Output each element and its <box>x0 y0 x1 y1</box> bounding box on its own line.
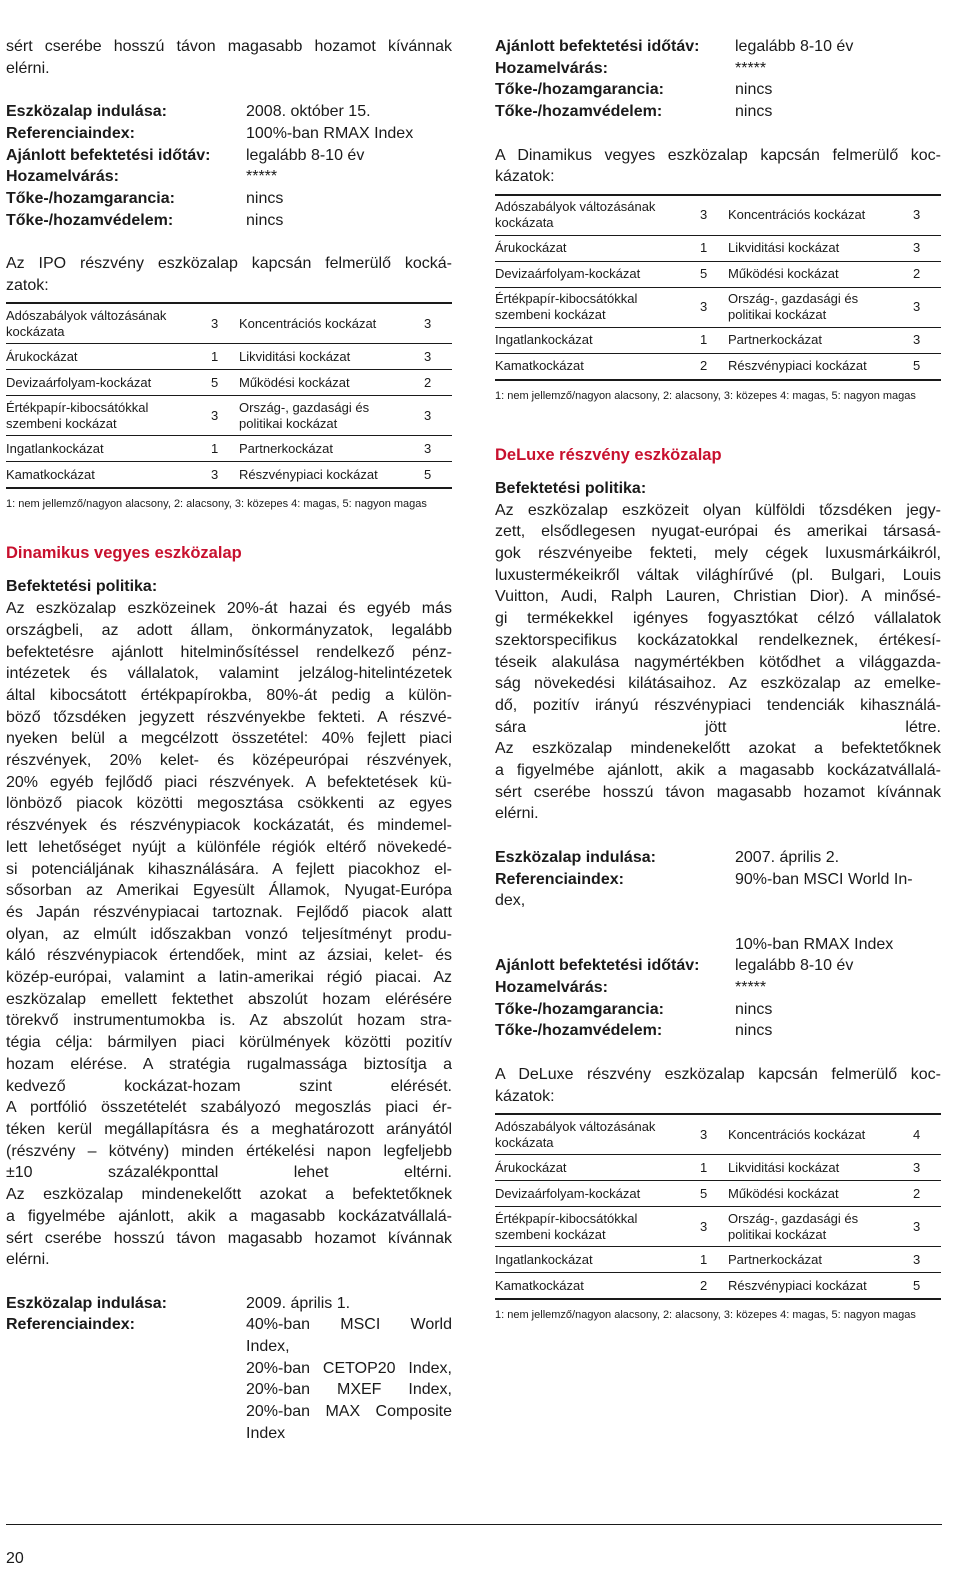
deluxe-policy-line: dő, pozitív irányú részvénypiaci tendenciák kihasználá- <box>495 696 941 714</box>
deluxe-start-label: Eszközalap indulása: <box>495 848 656 866</box>
dyn-policy-line: böző tőzsdéken jegyzett részvényekbe fekteti. A részvé- <box>6 708 452 726</box>
dyn-detail-label: Ajánlott befektetési időtáv: <box>495 38 700 55</box>
deluxe-ref-value-2: dex, <box>495 892 526 910</box>
risk-value: 5 <box>700 261 728 287</box>
risk-value: 3 <box>700 287 728 327</box>
deluxe-fund-details <box>495 955 941 1042</box>
risk-name: Értékpapír-kibocsátókkal szembeni kockázat <box>495 1207 700 1247</box>
deluxe-ref-label: Referenciaindex: <box>495 870 624 888</box>
risk-value: 1 <box>211 436 239 462</box>
dyn-risk-table <box>495 194 941 381</box>
dyn-policy-line: nyeken belül a megcélzott összetétel: 40% fejlett piaci <box>6 730 452 748</box>
intro-text <box>6 36 452 79</box>
risk-name: Árukockázat <box>495 1155 700 1181</box>
risk-row <box>495 195 941 236</box>
dyn-detail-row <box>495 58 941 80</box>
ipo-detail-label: Tőke-/hozamgarancia: <box>6 189 175 207</box>
deluxe-policy-line: zett, elsődlegesen nyugat-európai és amerikai társasá- <box>495 523 941 541</box>
dyn-detail-row <box>495 79 941 101</box>
risk-name: Adószabályok változásának kockázata <box>6 303 211 344</box>
risk-value: 2 <box>700 1273 728 1300</box>
ipo-fund-details <box>6 101 452 231</box>
dyn-policy-line: ±10 százalékponttal lehet eltérni. <box>6 1164 452 1182</box>
dyn-start-row <box>6 1293 452 1315</box>
deluxe-detail-value: nincs <box>735 1022 773 1040</box>
risk-name: Devizaárfolyam-kockázat <box>6 370 211 396</box>
risk-row <box>6 370 452 396</box>
dyn-policy-line: Az eszközalap eszközeinek 20%-át hazai és egyéb más <box>6 600 452 618</box>
deluxe-detail-row <box>495 1020 941 1042</box>
risk-value: 3 <box>913 1155 941 1181</box>
dyn-heading: Dinamikus vegyes eszközalap <box>6 544 242 563</box>
risk-name: Ország-, gazdasági és politikai kockázat <box>728 287 913 327</box>
risk-name: Partnerkockázat <box>728 1247 913 1273</box>
risk-value: 5 <box>700 1181 728 1207</box>
dyn-policy-line: kedvező kockázat-hozam szint elérését. <box>6 1077 452 1095</box>
ipo-detail-value: 2008. október 15. <box>246 103 371 121</box>
risk-value: 5 <box>913 353 941 380</box>
deluxe-detail-label: Tőke-/hozamvédelem: <box>495 1022 663 1040</box>
risk-value: 1 <box>211 344 239 370</box>
risk-row <box>495 327 941 353</box>
risk-name: Kamatkockázat <box>6 462 211 489</box>
risk-row <box>495 1273 941 1300</box>
risk-name: Értékpapír-kibocsátókkal szembeni kockázat <box>6 396 211 436</box>
risk-name: Részvénypiaci kockázat <box>239 462 424 489</box>
risk-value: 2 <box>913 1181 941 1207</box>
deluxe-policy-line: elérni. <box>495 805 539 823</box>
deluxe-policy-line: téseik alakulása nagymértékben kötődhet a világgazda- <box>495 653 941 671</box>
deluxe-ref-value-1: 90%-ban MSCI World In- <box>735 870 913 888</box>
ipo-detail-row <box>6 166 452 188</box>
ipo-detail-value: ***** <box>246 168 278 186</box>
dyn-policy-label: Befektetési politika: <box>6 578 158 596</box>
ipo-detail-label: Hozamelvárás: <box>6 168 119 186</box>
dyn-policy-line: eszközalap emellett fektethet abszolút hozam elérésére <box>6 990 452 1008</box>
deluxe-policy-line: sára jött létre. <box>495 718 941 736</box>
risk-value: 2 <box>913 261 941 287</box>
ipo-detail-label: Referenciaindex: <box>6 124 135 142</box>
dyn-policy-line: 20% egyéb fejlődő piaci részvények. A befektetések kü- <box>6 773 452 791</box>
risk-name: Likviditási kockázat <box>239 344 424 370</box>
risk-value: 3 <box>211 396 239 436</box>
risk-name: Partnerkockázat <box>239 436 424 462</box>
ipo-detail-row <box>6 123 452 145</box>
dyn-ref-value <box>246 1314 452 1444</box>
dyn-policy-line: lönböző piacok közötti megosztása csökkenti az egyes <box>6 795 452 813</box>
deluxe-policy-line: Az eszközalap eszközeit olyan külföldi tőzsdéken jegy- <box>495 501 941 519</box>
risk-row <box>6 396 452 436</box>
deluxe-ref-row <box>495 869 941 891</box>
left-column <box>6 36 452 1445</box>
risk-value: 3 <box>913 287 941 327</box>
dyn-policy-line: sősorban az Amerikai Egyesült Államok, Nyugat-Európa <box>6 882 452 900</box>
risk-name: Részvénypiaci kockázat <box>728 353 913 380</box>
dyn-start-label: Eszközalap indulása: <box>6 1294 167 1312</box>
right-column <box>495 36 941 1323</box>
risk-row <box>495 1114 941 1155</box>
deluxe-risk-title <box>495 1064 941 1107</box>
deluxe-heading: DeLuxe részvény eszközalap <box>495 445 722 464</box>
deluxe-policy-label: Befektetési politika: <box>495 479 647 497</box>
dyn-policy-line: si potenciáljának kihasználására. A fejlett piacokhoz el- <box>6 860 452 878</box>
ipo-detail-value: nincs <box>246 211 284 229</box>
dyn-policy-line: (részvény – kötvény) minden értékelési napon legfeljebb <box>6 1142 452 1160</box>
dyn-detail-value: legalább 8-10 év <box>735 38 854 55</box>
risk-name: Likviditási kockázat <box>728 1155 913 1181</box>
risk-value: 5 <box>211 370 239 396</box>
risk-value: 3 <box>700 1207 728 1247</box>
risk-name: Értékpapír-kibocsátókkal szembeni kockázat <box>495 287 700 327</box>
dyn-policy-line: hozam elérése. A stratégia rugalmassága biztosítja a <box>6 1055 452 1073</box>
risk-row <box>495 1155 941 1181</box>
ipo-detail-value: nincs <box>246 189 284 207</box>
risk-value: 5 <box>424 462 452 489</box>
deluxe-detail-value: ***** <box>735 979 767 997</box>
deluxe-detail-label: Tőke-/hozamgarancia: <box>495 1000 664 1018</box>
risk-name: Likviditási kockázat <box>728 235 913 261</box>
risk-name: Koncentrációs kockázat <box>728 195 913 236</box>
risk-name: Adószabályok változásának kockázata <box>495 195 700 236</box>
deluxe-risk-title-line: kázatok: <box>495 1087 555 1105</box>
risk-name: Ingatlankockázat <box>495 1247 700 1273</box>
risk-name: Partnerkockázat <box>728 327 913 353</box>
intro-line: elérni. <box>6 59 50 77</box>
deluxe-risk-legend: 1: nem jellemző/nagyon alacsony, 2: alacsony, 3: közepes 4: magas, 5: nagyon magas <box>495 1309 916 1322</box>
risk-value: 3 <box>700 195 728 236</box>
deluxe-detail-value: nincs <box>735 1000 773 1018</box>
risk-name: Részvénypiaci kockázat <box>728 1273 913 1300</box>
risk-name: Koncentrációs kockázat <box>728 1114 913 1155</box>
deluxe-policy-line: gok részvényeibe fekteti, mely cégek luxusmárkáikról, <box>495 545 941 563</box>
dyn-policy-line: befektetésre ajánlott hitelminősítéssel rendelkező pénz- <box>6 643 452 661</box>
dyn-risk-title-line: A Dinamikus vegyes eszközalap kapcsán felmerülő koc- <box>495 146 941 164</box>
deluxe-detail-row <box>495 955 941 977</box>
risk-value: 3 <box>424 396 452 436</box>
risk-name: Ország-, gazdasági és politikai kockázat <box>239 396 424 436</box>
dyn-detail-value: ***** <box>735 59 767 77</box>
intro-line: sért cserébe hosszú távon magasabb hozamot kívánnak <box>6 38 452 55</box>
dyn-policy-line: által kibocsátott értékpapírokba, 80%-át pedig a külön- <box>6 686 452 704</box>
dyn-policy-line: téken kerül megállapításra és a meghatározott arányától <box>6 1120 452 1138</box>
ipo-detail-row <box>6 101 452 123</box>
risk-name: Kamatkockázat <box>495 1273 700 1300</box>
ipo-risk-table <box>6 302 452 489</box>
risk-name: Árukockázat <box>495 235 700 261</box>
ipo-detail-value: 100%-ban RMAX Index <box>246 124 414 142</box>
deluxe-policy-text <box>495 500 941 826</box>
risk-row <box>6 303 452 344</box>
dyn-policy-line: és Japán részvénypiacai tartoznak. Fejlődő piacok alatt <box>6 903 452 921</box>
risk-name: Árukockázat <box>6 344 211 370</box>
dyn-policy-line: lett lehetőséget nyújt a különféle régiók eltérő növekedé- <box>6 838 452 856</box>
risk-name: Ország-, gazdasági és politikai kockázat <box>728 1207 913 1247</box>
dyn-policy-line: elérni. <box>6 1251 50 1269</box>
dyn-policy-line: olyan, az elmúlt időszakban vonzó teljesítményt produ- <box>6 925 452 943</box>
risk-value: 2 <box>700 353 728 380</box>
deluxe-policy-line: Vuitton, Audi, Ralph Lauren, Christian Dior). A minősé- <box>495 588 941 606</box>
risk-value: 3 <box>913 195 941 236</box>
ipo-detail-value: legalább 8-10 év <box>246 146 365 164</box>
risk-value: 3 <box>913 327 941 353</box>
deluxe-start-value: 2007. április 2. <box>735 848 840 866</box>
dyn-ref-line: 20%-ban MXEF Index, <box>246 1381 452 1399</box>
deluxe-ref-value-3: 10%-ban RMAX Index <box>735 935 894 953</box>
deluxe-detail-row <box>495 999 941 1021</box>
page-number: 20 <box>6 1550 24 1567</box>
dyn-policy-line: részvények és részvénypiacok kockázatát, és mindemel- <box>6 817 452 835</box>
deluxe-policy-line: szektorspecifikus kockázatokkal rendelkeznek, értékesí- <box>495 631 941 649</box>
risk-name: Adószabályok változásának kockázata <box>495 1114 700 1155</box>
ipo-risk-title <box>6 253 452 296</box>
risk-row <box>495 1207 941 1247</box>
dyn-ref-label: Referenciaindex: <box>6 1316 135 1334</box>
risk-row <box>495 1181 941 1207</box>
risk-row <box>495 353 941 380</box>
dyn-ref-line: 20%-ban CETOP20 Index, <box>246 1359 452 1377</box>
risk-name: Devizaárfolyam-kockázat <box>495 261 700 287</box>
ipo-risk-legend: 1: nem jellemző/nagyon alacsony, 2: alacsony, 3: közepes 4: magas, 5: nagyon magas <box>6 498 427 511</box>
risk-row <box>6 344 452 370</box>
dyn-start-value: 2009. április 1. <box>246 1294 351 1312</box>
deluxe-detail-label: Hozamelvárás: <box>495 979 608 997</box>
risk-value: 3 <box>424 436 452 462</box>
dyn-ref-line: 20%-ban MAX Composite <box>246 1403 452 1421</box>
risk-value: 3 <box>913 1207 941 1247</box>
deluxe-detail-value: legalább 8-10 év <box>735 957 854 975</box>
dyn-policy-line: a figyelmébe ajánlott, akik a magasabb kockázatvállalá- <box>6 1207 452 1225</box>
dyn-risk-legend: 1: nem jellemző/nagyon alacsony, 2: alacsony, 3: közepes 4: magas, 5: nagyon magas <box>495 389 916 402</box>
deluxe-policy-line: a figyelmébe ajánlott, akik a magasabb kockázatvállalá- <box>495 762 941 780</box>
risk-value: 3 <box>424 303 452 344</box>
ipo-detail-label: Tőke-/hozamvédelem: <box>6 211 174 229</box>
dyn-ref-line: Index, <box>246 1338 290 1355</box>
risk-row <box>495 1247 941 1273</box>
dyn-detail-value: nincs <box>735 103 773 121</box>
risk-value: 3 <box>211 462 239 489</box>
dyn-policy-line: A portfólió összetételét szabályozó megoszlás piaci ér- <box>6 1099 452 1117</box>
risk-name: Működési kockázat <box>239 370 424 396</box>
ipo-risk-title-line: zatok: <box>6 276 49 294</box>
dyn-ref-row <box>6 1314 452 1444</box>
ipo-risk-title-line: Az IPO részvény eszközalap kapcsán felmerülő kocká- <box>6 255 452 272</box>
dyn-policy-line: országbeli, az adott állam, önkormányzatok, legalább <box>6 621 452 639</box>
risk-row <box>495 261 941 287</box>
ipo-detail-label: Eszközalap indulása: <box>6 103 167 121</box>
risk-value: 1 <box>700 327 728 353</box>
deluxe-detail-label: Ajánlott befektetési időtáv: <box>495 957 700 975</box>
risk-value: 1 <box>700 1247 728 1273</box>
dyn-policy-line: részvények, 20% kelet- és középeurópai részvények, <box>6 752 452 770</box>
dyn-policy-line: Az eszközalap mindenekelőtt azokat a befektetőknek <box>6 1186 452 1204</box>
footer-divider <box>6 1524 942 1525</box>
dyn-ref-line: Index <box>246 1424 286 1442</box>
dyn-risk-title-line: kázatok: <box>495 168 555 186</box>
risk-row <box>495 287 941 327</box>
ipo-detail-row <box>6 210 452 232</box>
risk-value: 3 <box>211 303 239 344</box>
dyn-policy-line: sért cserébe hosszú távon magasabb hozamot kívánnak <box>6 1229 452 1247</box>
risk-row <box>6 436 452 462</box>
risk-value: 3 <box>913 235 941 261</box>
risk-name: Működési kockázat <box>728 1181 913 1207</box>
dyn-risk-title <box>495 145 941 188</box>
dyn-policy-line: törekvő instrumentumokba is. Az abszolút hozam stra- <box>6 1012 452 1030</box>
risk-value: 4 <box>913 1114 941 1155</box>
dyn-detail-label: Tőke-/hozamvédelem: <box>495 103 663 121</box>
ipo-detail-row <box>6 145 452 167</box>
dyn-detail-value: nincs <box>735 81 773 99</box>
deluxe-ref-row-3 <box>495 934 941 956</box>
risk-name: Devizaárfolyam-kockázat <box>495 1181 700 1207</box>
dyn-detail-label: Tőke-/hozamgarancia: <box>495 81 664 99</box>
risk-value: 3 <box>700 1114 728 1155</box>
ipo-detail-row <box>6 188 452 210</box>
risk-value: 3 <box>913 1247 941 1273</box>
risk-name: Működési kockázat <box>728 261 913 287</box>
dyn-policy-line: tégia célja: bármilyen piaci körülmények közötti pozitív <box>6 1034 452 1052</box>
risk-row <box>495 235 941 261</box>
dyn-policy-line: közép-európai, valamint a latin-amerikai régió piacai. Az <box>6 969 452 987</box>
dyn-ref-line: 40%-ban MSCI World <box>246 1316 452 1334</box>
deluxe-policy-line: luxustermékeikről váltak világhírűvé (pl. Bulgari, Louis <box>495 566 941 584</box>
deluxe-risk-table <box>495 1113 941 1300</box>
dyn-detail-row <box>495 36 941 58</box>
risk-row <box>6 462 452 489</box>
dyn-policy-text <box>6 598 452 1271</box>
dyn-policy-line: intézetek és vállalatok, valamint jelzálog-hitelintézetek <box>6 665 452 683</box>
dyn-fund-details <box>495 36 941 123</box>
risk-name: Koncentrációs kockázat <box>239 303 424 344</box>
deluxe-policy-line: Az eszközalap mindenekelőtt azokat a befektetőknek <box>495 740 941 758</box>
deluxe-detail-row <box>495 977 941 999</box>
risk-name: Kamatkockázat <box>495 353 700 380</box>
dyn-policy-line: káló részvénypiacok értendőek, mint az ázsiai, kelet- és <box>6 947 452 965</box>
risk-value: 2 <box>424 370 452 396</box>
risk-value: 1 <box>700 235 728 261</box>
risk-name: Ingatlankockázat <box>495 327 700 353</box>
risk-name: Ingatlankockázat <box>6 436 211 462</box>
ipo-detail-label: Ajánlott befektetési időtáv: <box>6 146 211 164</box>
deluxe-policy-line: ság növekedési kilátásaihoz. Az eszközalap az emelke- <box>495 675 941 693</box>
risk-value: 5 <box>913 1273 941 1300</box>
deluxe-policy-line: sért cserébe hosszú távon magasabb hozamot kívánnak <box>495 783 941 801</box>
deluxe-risk-title-line: A DeLuxe részvény eszközalap kapcsán felmerülő koc- <box>495 1065 941 1083</box>
deluxe-policy-line: gi termékekkel igényes fogyasztókat célzó vállalatok <box>495 610 941 628</box>
deluxe-start-row <box>495 847 941 869</box>
risk-value: 3 <box>424 344 452 370</box>
dyn-detail-row <box>495 101 941 123</box>
dyn-detail-label: Hozamelvárás: <box>495 59 608 77</box>
risk-value: 1 <box>700 1155 728 1181</box>
